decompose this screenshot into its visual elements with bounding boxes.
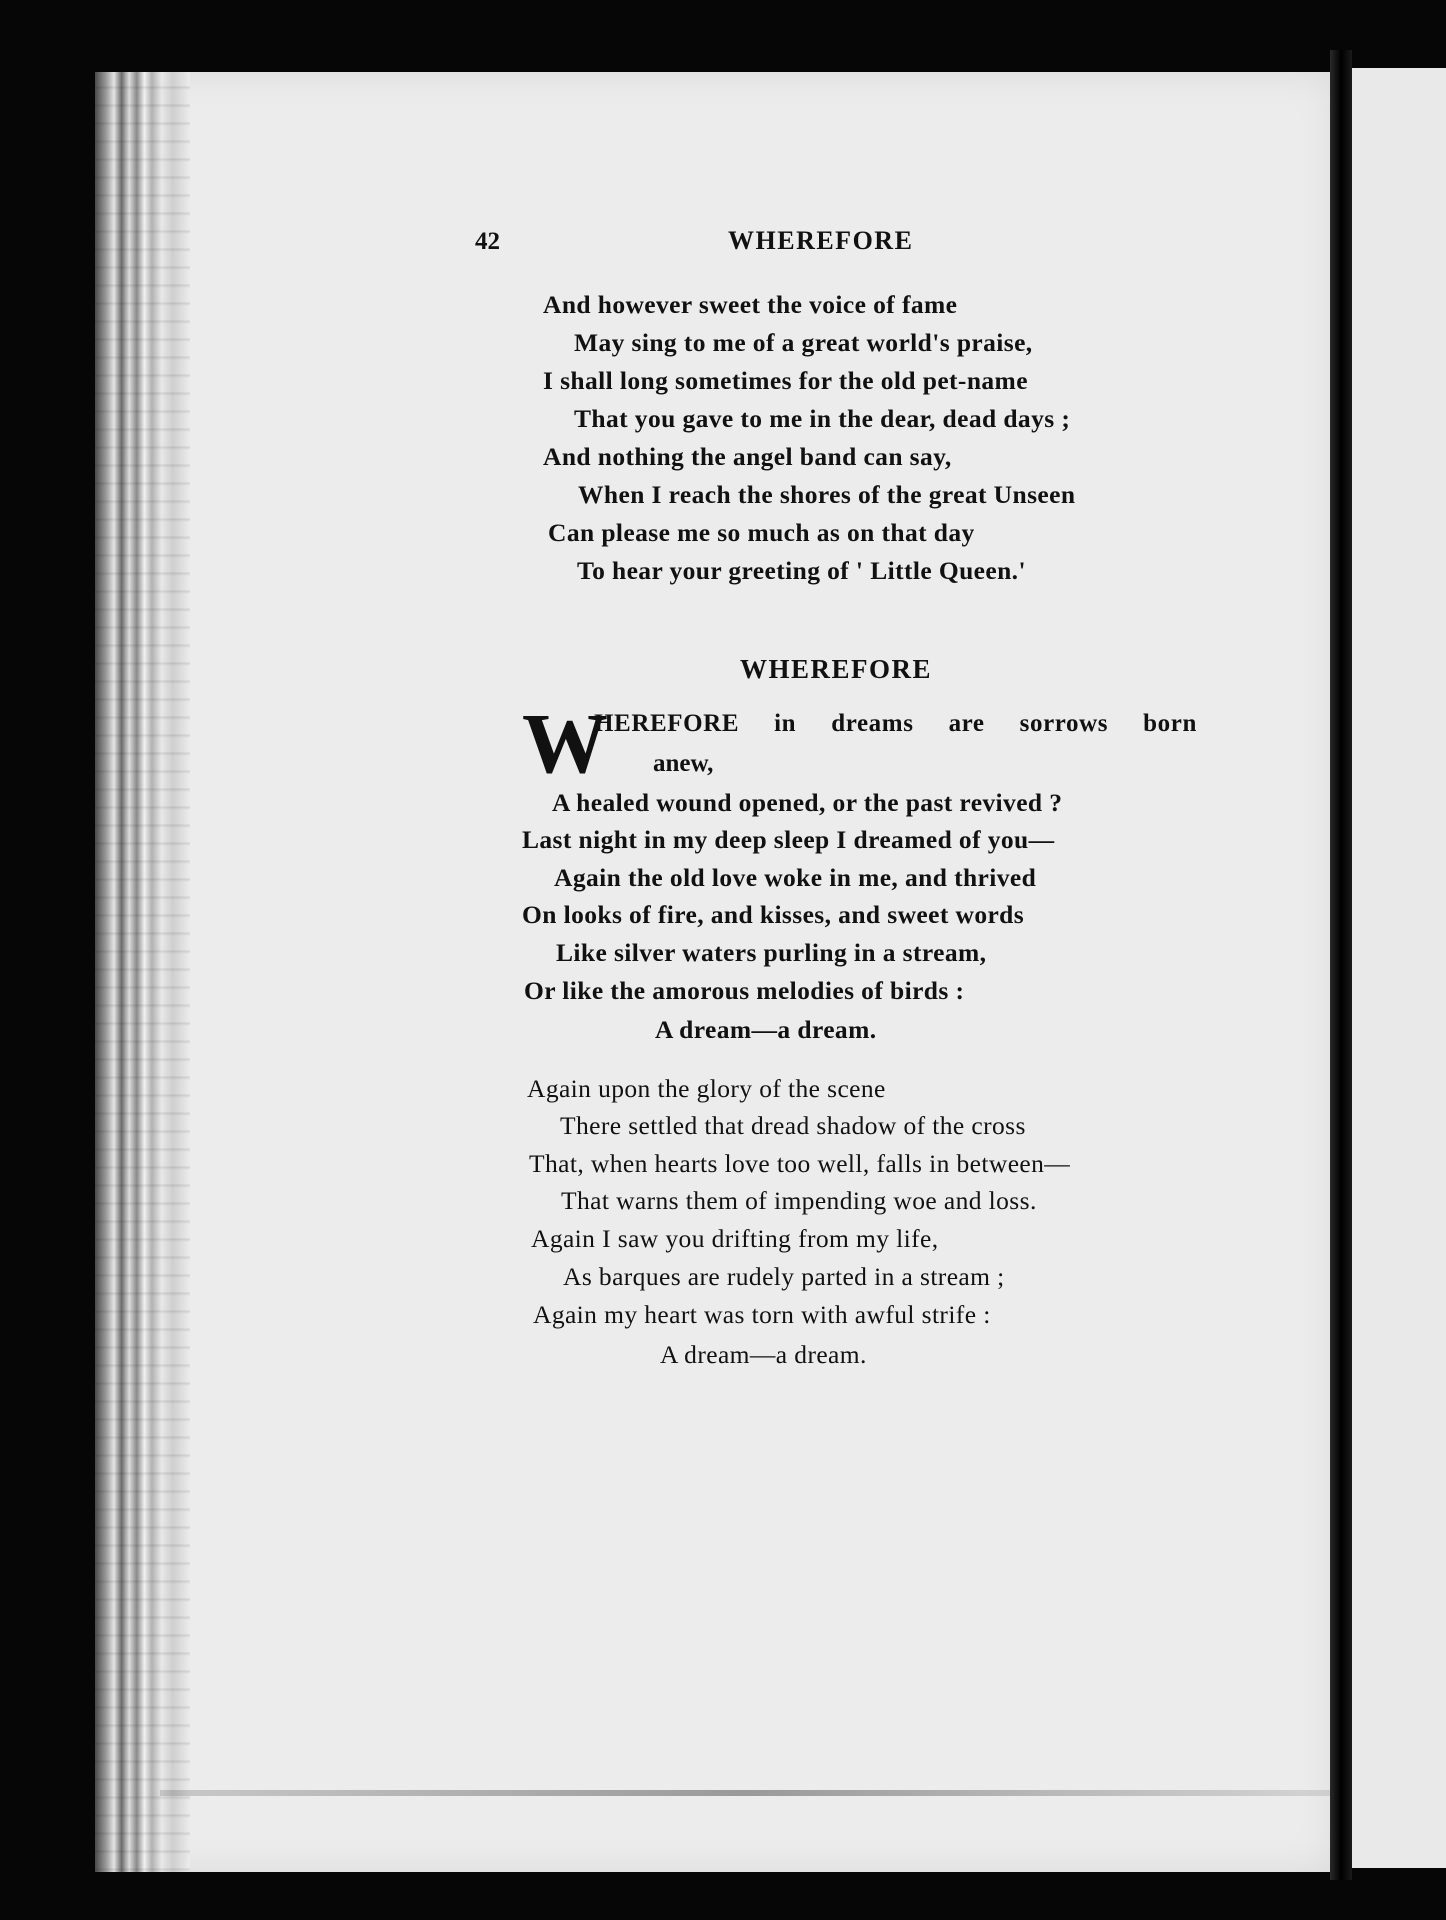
prior-poem-line: That you gave to me in the dear, dead days ; bbox=[574, 404, 1071, 433]
first-line-word: born bbox=[1143, 710, 1197, 737]
poem-refrain: A dream—a dream. bbox=[660, 1340, 867, 1369]
right-page-edge bbox=[1352, 68, 1446, 1868]
prior-poem-line: And nothing the angel band can say, bbox=[543, 442, 952, 471]
first-line-word: are bbox=[948, 710, 985, 737]
poem-line: Again upon the glory of the scene bbox=[527, 1074, 886, 1103]
poem-line: A healed wound opened, or the past revived ? bbox=[552, 788, 1063, 817]
page-binding-edge bbox=[95, 72, 190, 1872]
prior-poem-line: When I reach the shores of the great Unseen bbox=[578, 480, 1076, 509]
poem-first-line bbox=[594, 710, 1197, 738]
drop-cap: W bbox=[522, 695, 608, 791]
prior-poem-line: Can please me so much as on that day bbox=[548, 518, 975, 547]
first-line-word: dreams bbox=[831, 710, 914, 737]
prior-poem-line: I shall long sometimes for the old pet-name bbox=[543, 366, 1028, 395]
first-line-word: HEREFORE bbox=[594, 710, 740, 737]
poem-line: That, when hearts love too well, falls in between— bbox=[529, 1149, 1071, 1178]
poem-line: Like silver waters purling in a stream, bbox=[556, 938, 987, 967]
poem-line: Or like the amorous melodies of birds : bbox=[524, 976, 965, 1005]
page-bottom-edge bbox=[160, 1790, 1330, 1796]
page-number: 42 bbox=[475, 228, 500, 255]
poem-line: Again my heart was torn with awful strife : bbox=[533, 1300, 991, 1329]
poem-refrain: A dream—a dream. bbox=[655, 1015, 877, 1044]
poem-line: That warns them of impending woe and loss. bbox=[561, 1186, 1037, 1215]
poem-line: Last night in my deep sleep I dreamed of you— bbox=[522, 825, 1055, 854]
first-line-word: in bbox=[774, 710, 797, 737]
poem-title: WHEREFORE bbox=[740, 654, 933, 684]
prior-poem-line: May sing to me of a great world's praise, bbox=[574, 328, 1033, 357]
poem-line: Again the old love woke in me, and thrived bbox=[554, 863, 1037, 892]
poem-line: On looks of fire, and kisses, and sweet words bbox=[522, 900, 1025, 929]
poem-line: As barques are rudely parted in a stream ; bbox=[563, 1262, 1005, 1291]
book-gutter bbox=[1330, 50, 1352, 1880]
poem-first-line-continuation: anew, bbox=[653, 750, 714, 777]
poem-line: There settled that dread shadow of the cross bbox=[560, 1111, 1026, 1140]
prior-poem-line: And however sweet the voice of fame bbox=[543, 290, 958, 319]
prior-poem-line: To hear your greeting of ' Little Queen.' bbox=[577, 556, 1026, 585]
running-head: WHEREFORE bbox=[728, 226, 914, 255]
first-line-word: sorrows bbox=[1019, 710, 1109, 737]
poem-line: Again I saw you drifting from my life, bbox=[531, 1224, 939, 1253]
